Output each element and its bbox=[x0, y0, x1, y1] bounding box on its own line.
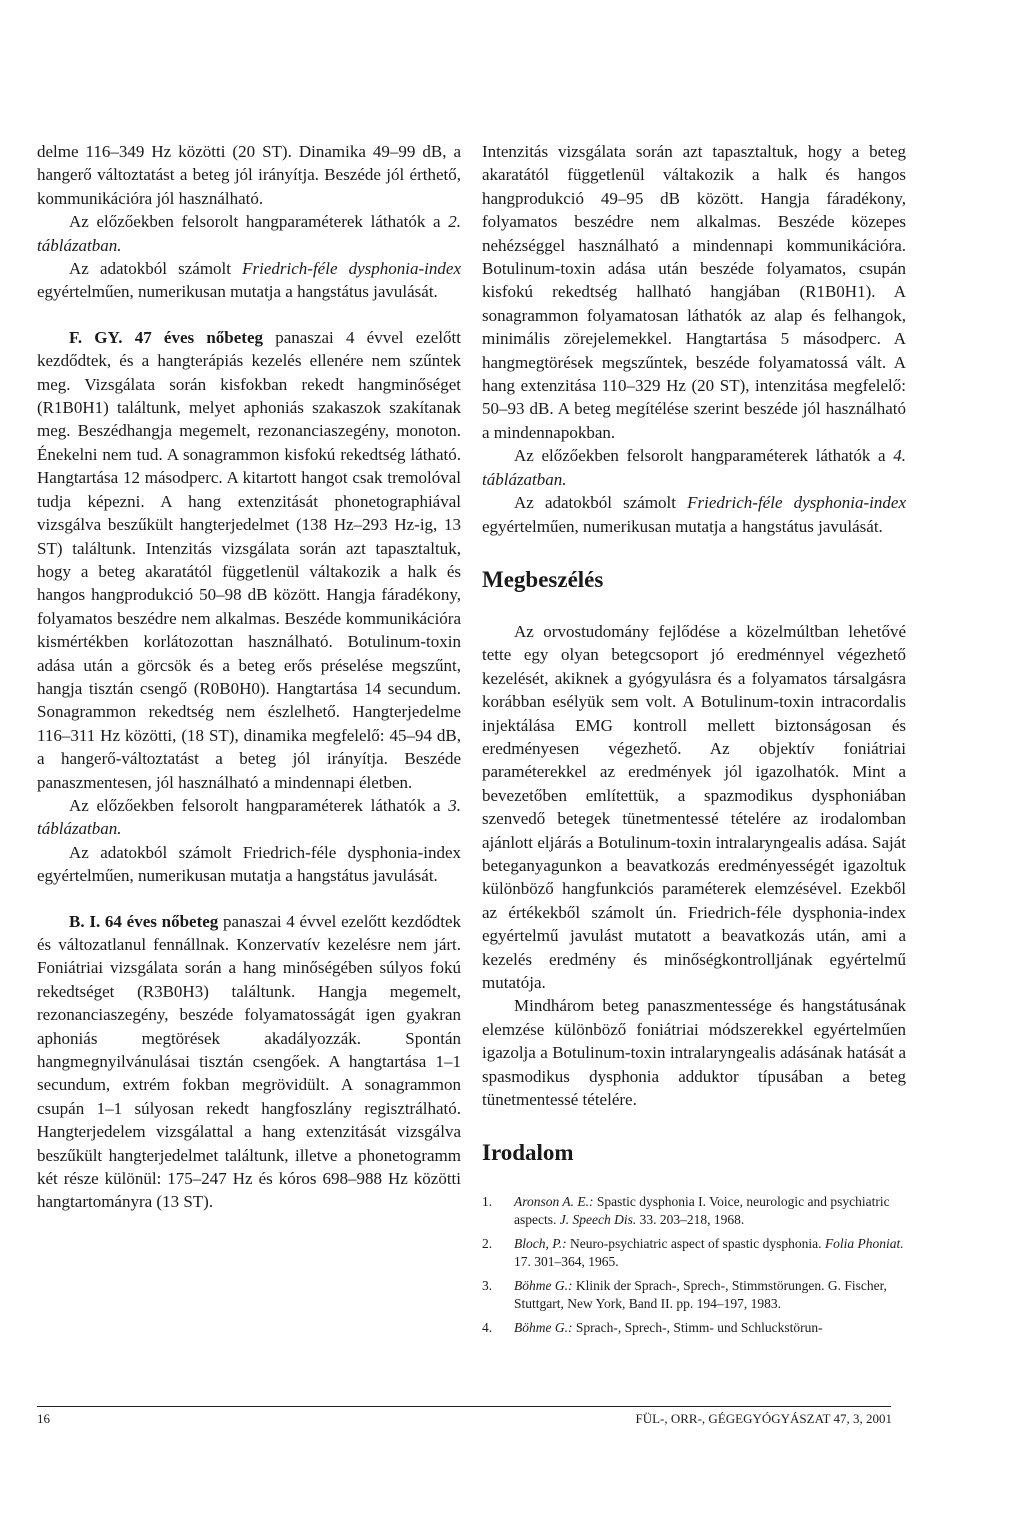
case-paragraph bbox=[37, 910, 461, 1214]
reference-author: Aronson A. E.: bbox=[514, 1194, 594, 1210]
text: egyértelműen, numerikusan mutatja a hangstátus javulását. bbox=[37, 282, 438, 302]
section-heading-references: Irodalom bbox=[482, 1140, 574, 1166]
text: Az adatokból számolt bbox=[69, 259, 243, 279]
page-number: 16 bbox=[37, 1411, 50, 1426]
reference-number: 2. bbox=[482, 1236, 493, 1252]
reference-author: Böhme G.: bbox=[514, 1320, 573, 1336]
reference-journal: Folia Phoniat. bbox=[824, 1236, 904, 1252]
journal-footer: FÜL-, ORR-, GÉGEGYÓGYÁSZAT 47, 3, 2001 bbox=[635, 1411, 892, 1426]
table-reference: 4. táblázatban. bbox=[482, 446, 906, 489]
paragraph: Intenzitás vizsgálata során azt tapasztaltuk, hogy a beteg akaratától függetlenül váltakozik a halk és hangos hangprodukció 49–95 dB között. Hangja fáradékony, folyamatos beszédre nem alkalmas. Beszéde közepes nehézséggel használható a mindennapi kommunikációra. Botulinum-toxin adása után beszéde folyamatos, csupán kisfokú rekedtség hallható hangjában (R1B0H1). A sonagrammon folyamatosan láthatók az alap és felhangok, minimális zörejelemekkel. Hangtartása 5 másodperc. A hangmegtörések megszűntek, beszéde folyamatossá vált. A hang extenzitása 110–329 Hz (20 ST), intenzitása megfelelő: 50–93 dB. A beteg megítélése szerint beszéde jól használható a mindennapokban. bbox=[482, 142, 906, 442]
paragraph: Az adatokból számolt Friedrich-féle dysphonia-index egyértelműen, numerikusan mutatja a hangstátus javulását. bbox=[37, 842, 461, 886]
reference-text: Klinik der Sprach-, Sprech-, Stimmstörungen. G. Fischer, Stuttgart, New York, Band II. pp. 194–197, 1983. bbox=[514, 1278, 887, 1312]
paragraph: delme 116–349 Hz közötti (20 ST). Dinamika 49–99 dB, a hangerő változtatást a beteg jól irányítja. Beszéde jól érthető, kommunikációra jól használható. bbox=[37, 142, 461, 208]
italic-term: Friedrich-féle dysphonia-index bbox=[242, 259, 461, 279]
reference-author: Bloch, P.: bbox=[514, 1236, 567, 1252]
paragraph bbox=[482, 491, 906, 538]
paragraph bbox=[37, 794, 461, 841]
reference-details: 17. 301–364, 1965. bbox=[514, 1254, 619, 1270]
reference-item bbox=[482, 1319, 906, 1337]
reference-item bbox=[482, 1193, 906, 1229]
paragraph: Az orvostudomány fejlődése a közelmúltban lehetővé tette egy olyan betegcsoport jó eredménnyel végezhető kezelését, akiknek a gyógyulásra és a folyamatos társalgásra korábban esélyük sem volt. A Botulinum-toxin intracordalis injektálása EMG kontroll mellett biztonságosan és eredményesen végezhető. Az objektív foniátriai paraméterekkel az eredmények jól igazolhatók. Mint a bevezetőben említettük, a spazmodikus dysphoniában szenvedő betegek tünetmentessé tételére az irodalomban ajánlott eljárás a Botulinum-toxin intralaryngealis adása. Saját beteganyagunkon a beavatkozás eredményességét igazoltuk különböző hangfunkciós paraméterek elemzésével. Ezekből az értékekből számolt ún. Friedrich-féle dysphonia-index egyértelmű javulást mutatott a beavatkozás után, ami a kezelés eredmény és minőségkontrolljának egyértelmű mutatója. bbox=[482, 621, 906, 992]
reference-item bbox=[482, 1277, 906, 1313]
text: Az előzőekben felsorolt hangparaméterek láthatók a bbox=[69, 795, 449, 815]
case-paragraph bbox=[37, 326, 461, 794]
reference-text: Spastic dysphonia I. Voice, neurologic and psychiatric aspects. bbox=[514, 1194, 890, 1228]
text: panaszai 4 évvel ezelőtt kezdődtek, és a hangterápiás kezelés ellenére nem szűntek meg. Vizsgálata során kisfokban rekedt hangminőséget (R1B0H1) találtunk, melyet aphoniás szakaszok szakítanak meg. Beszédhangja megemelt, rezonanciaszegény, monoton. Énekelni nem tud. A sonagrammon kisfokú rekedtség látható. Hangtartása 12 másodperc. A kitartott hangot csak tremolóval tudja képezni. A hang extenzitását phonetographiával vizsgálva beszűkült hangterjedelmet (138 Hz–293 Hz-ig, 13 ST) találtunk. Intenzitás vizsgálata során azt tapasztaltuk, hogy a beteg akaratától függetlenül váltakozik a halk és hangos hangprodukció 50–98 dB között. Hangja fáradékony, folyamatos beszédre nem alkalmas. Beszéde kommunikációra kismértékben korlátozottan használható. Botulinum-toxin adása után a görcsök és a beteg erős préselése megszűnt, hangja tisztán csengő (R0B0H0). Hangtartása 14 secundum. Sonagrammon rekedtség nem észlelhető. Hangterjedelme 116–311 Hz közötti, (18 ST), dinamika megfelelő: 45–94 dB, a hangerő-változtatást a beteg jól irányítja. Beszéde panaszmentesen, jól használható a mindennapi életben. bbox=[37, 327, 461, 792]
table-reference: 2. táblázatban. bbox=[37, 212, 461, 255]
left-column bbox=[37, 140, 461, 1214]
text: panaszai 4 évvel ezelőtt kezdődtek és változatlanul fennállnak. Konzervatív kezelésre nem járt. Foniátriai vizsgálata során a hang minőségében súlyos fokú rekedtséget (R3B0H3) találtunk. Hangja megemelt, rezonanciaszegény, beszéde folyamatosságát igen gyakran aphoniás megtörések akadályozzák. Spontán hangmegnyilvánulásai tisztán csengőek. A hangtartása 1–1 secundum, extrém fokban megrövidült. A sonagrammon csupán 1–1 súlyosan rekedt hangfoszlány regisztrálható. Hangterjedelem vizsgálattal a hang extenzitását vizsgálva beszűkült hangterjedelmet találtunk, illetve a phonetogramm két része különül: 175–247 Hz és kóros 698–988 Hz közötti hangtartományra (13 ST). bbox=[37, 911, 462, 1212]
case-heading: F. GY. 47 éves nőbeteg bbox=[69, 327, 263, 347]
paragraph bbox=[37, 257, 461, 304]
table-reference: 3. táblázatban. bbox=[37, 795, 461, 839]
paragraph bbox=[482, 444, 906, 491]
right-column bbox=[482, 140, 906, 1343]
text: egyértelműen, numerikusan mutatja a hangstátus javulását. bbox=[482, 516, 883, 536]
text: Az adatokból számolt bbox=[514, 493, 688, 513]
reference-list bbox=[482, 1193, 906, 1337]
reference-details: 33. 203–218, 1968. bbox=[636, 1212, 745, 1228]
reference-author: Böhme G.: bbox=[514, 1278, 573, 1294]
paragraph: Mindhárom beteg panaszmentessége és hangstátusának elemzése különböző foniátriai módszerekkel egyértelműen igazolja a Botulinum-toxin intralaryngealis adásának hatását a spasmodikus dysphonia adduktor típusában a beteg tünetmentessé tételére. bbox=[482, 996, 906, 1110]
reference-number: 1. bbox=[482, 1194, 493, 1210]
text: Az előzőekben felsorolt hangparaméterek láthatók a bbox=[69, 212, 449, 232]
paragraph bbox=[37, 210, 461, 257]
reference-journal: J. Speech Dis. bbox=[559, 1212, 637, 1228]
case-heading: B. I. 64 éves nőbeteg bbox=[69, 911, 219, 931]
reference-item bbox=[482, 1235, 906, 1271]
italic-term: Friedrich-féle dysphonia-index bbox=[687, 493, 906, 513]
reference-number: 4. bbox=[482, 1320, 493, 1336]
reference-text: Sprach-, Sprech-, Stimm- und Schluckstörun- bbox=[572, 1320, 823, 1336]
reference-text: Neuro-psychiatric aspect of spastic dysphonia. bbox=[566, 1236, 825, 1252]
text: Az előzőekben felsorolt hangparaméterek láthatók a bbox=[514, 446, 894, 466]
footer-divider bbox=[37, 1406, 891, 1407]
section-heading-discussion: Megbeszélés bbox=[482, 566, 604, 592]
reference-number: 3. bbox=[482, 1278, 493, 1294]
